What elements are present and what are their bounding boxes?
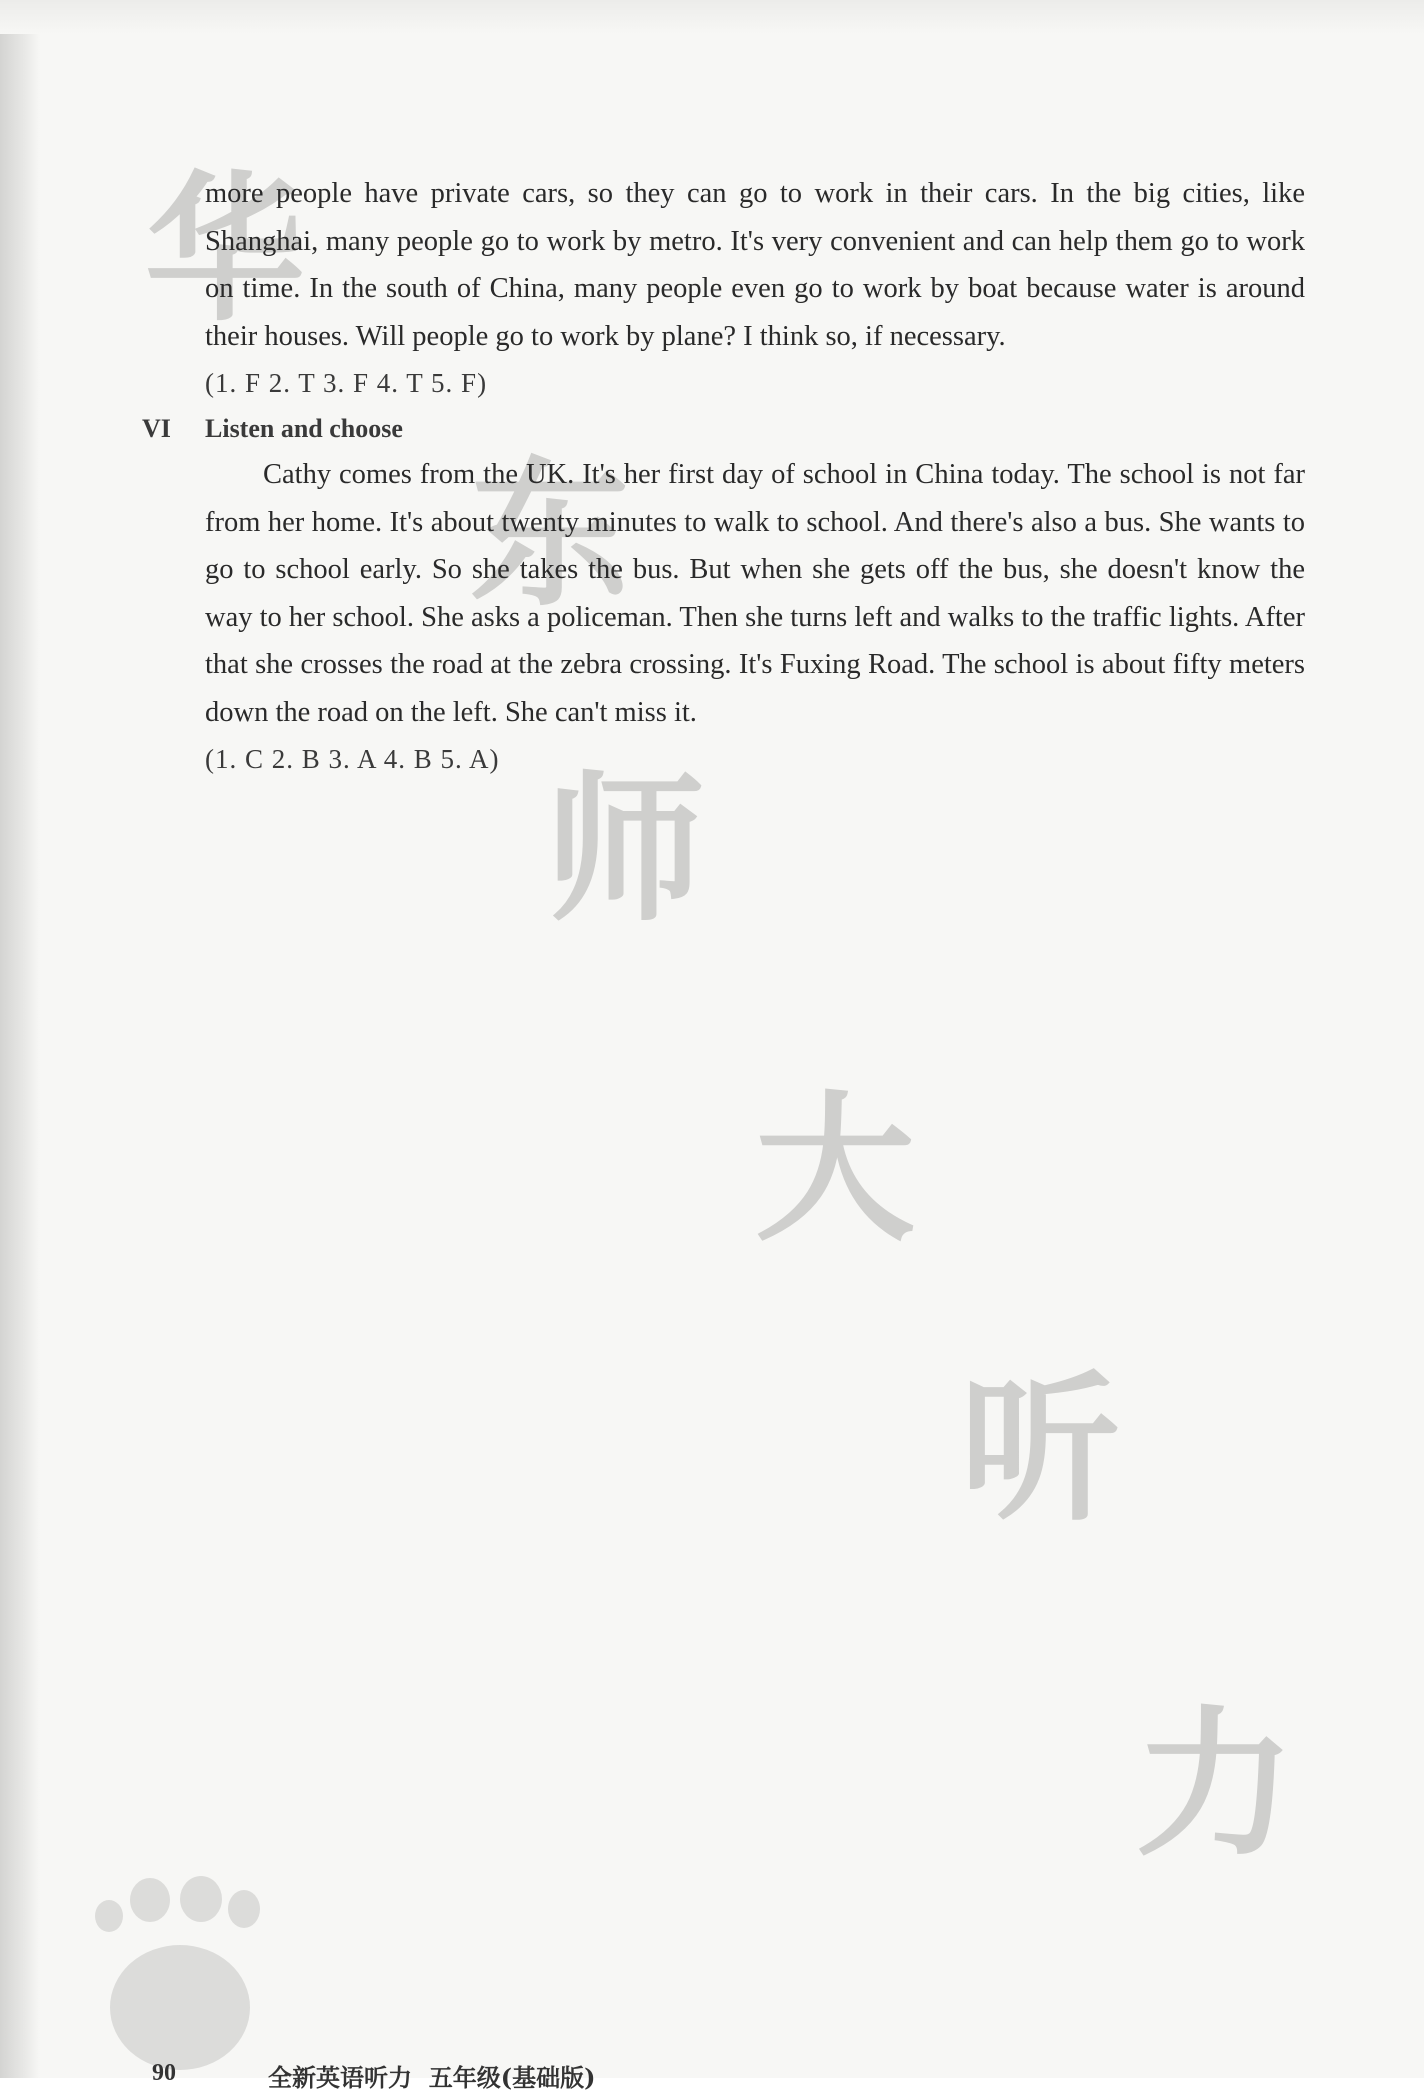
passage-1-text: more people have private cars, so they can go to work in their cars. In the big cities, like Shanghai, many people go to work by metro. It's very convenient and can help them go to work on time. In the south of China, many people even go to work by boat because water is around their houses. Will people go to work by plane? I think so, if necessary. [205, 178, 1305, 352]
section-6-title: Listen and choose [205, 414, 403, 443]
watermark-char-5: 听 [960, 1356, 1121, 1543]
book-title: 全新英语听力 五年级(基础版) [268, 2063, 596, 2092]
paw-pad [110, 1945, 250, 2070]
scan-shadow-left [0, 0, 40, 2078]
passage-1-answers: (1. F 2. T 3. F 4. T 5. F) [205, 368, 488, 398]
page-content [142, 170, 1305, 783]
scan-shadow-top [0, 0, 1424, 34]
section-6-number: VI [142, 414, 171, 443]
paw-toe-1 [95, 1900, 123, 1932]
watermark-char-3: 师 [545, 756, 706, 943]
paw-toe-4 [228, 1890, 260, 1928]
watermark-char-4: 大 [755, 1076, 916, 1263]
section-6-answers: (1. C 2. B 3. A 4. B 5. A) [205, 744, 500, 774]
page-number: 90 [152, 2060, 176, 2086]
paw-toe-3 [180, 1876, 222, 1922]
section-6-heading [142, 407, 1305, 451]
watermark-char-6: 力 [1135, 1691, 1296, 1878]
watermark-char-1: 华 [145, 156, 306, 343]
paw-toe-2 [130, 1878, 170, 1922]
watermark-char-2: 东 [470, 441, 631, 628]
section-6-text: Cathy comes from the UK. It's her first day of school in China today. The school is not far from her home. It's about twenty minutes to walk to school. And there's also a bus. She wants to go to school early. So she takes the bus. But when she gets off the bus, she doesn't know the way to her school. She asks a policeman. Then she turns left and walks to the traffic lights. After that she crosses the road at the zebra crossing. It's Fuxing Road. The school is about fifty meters down the road on the left. She can't miss it. [205, 459, 1305, 728]
